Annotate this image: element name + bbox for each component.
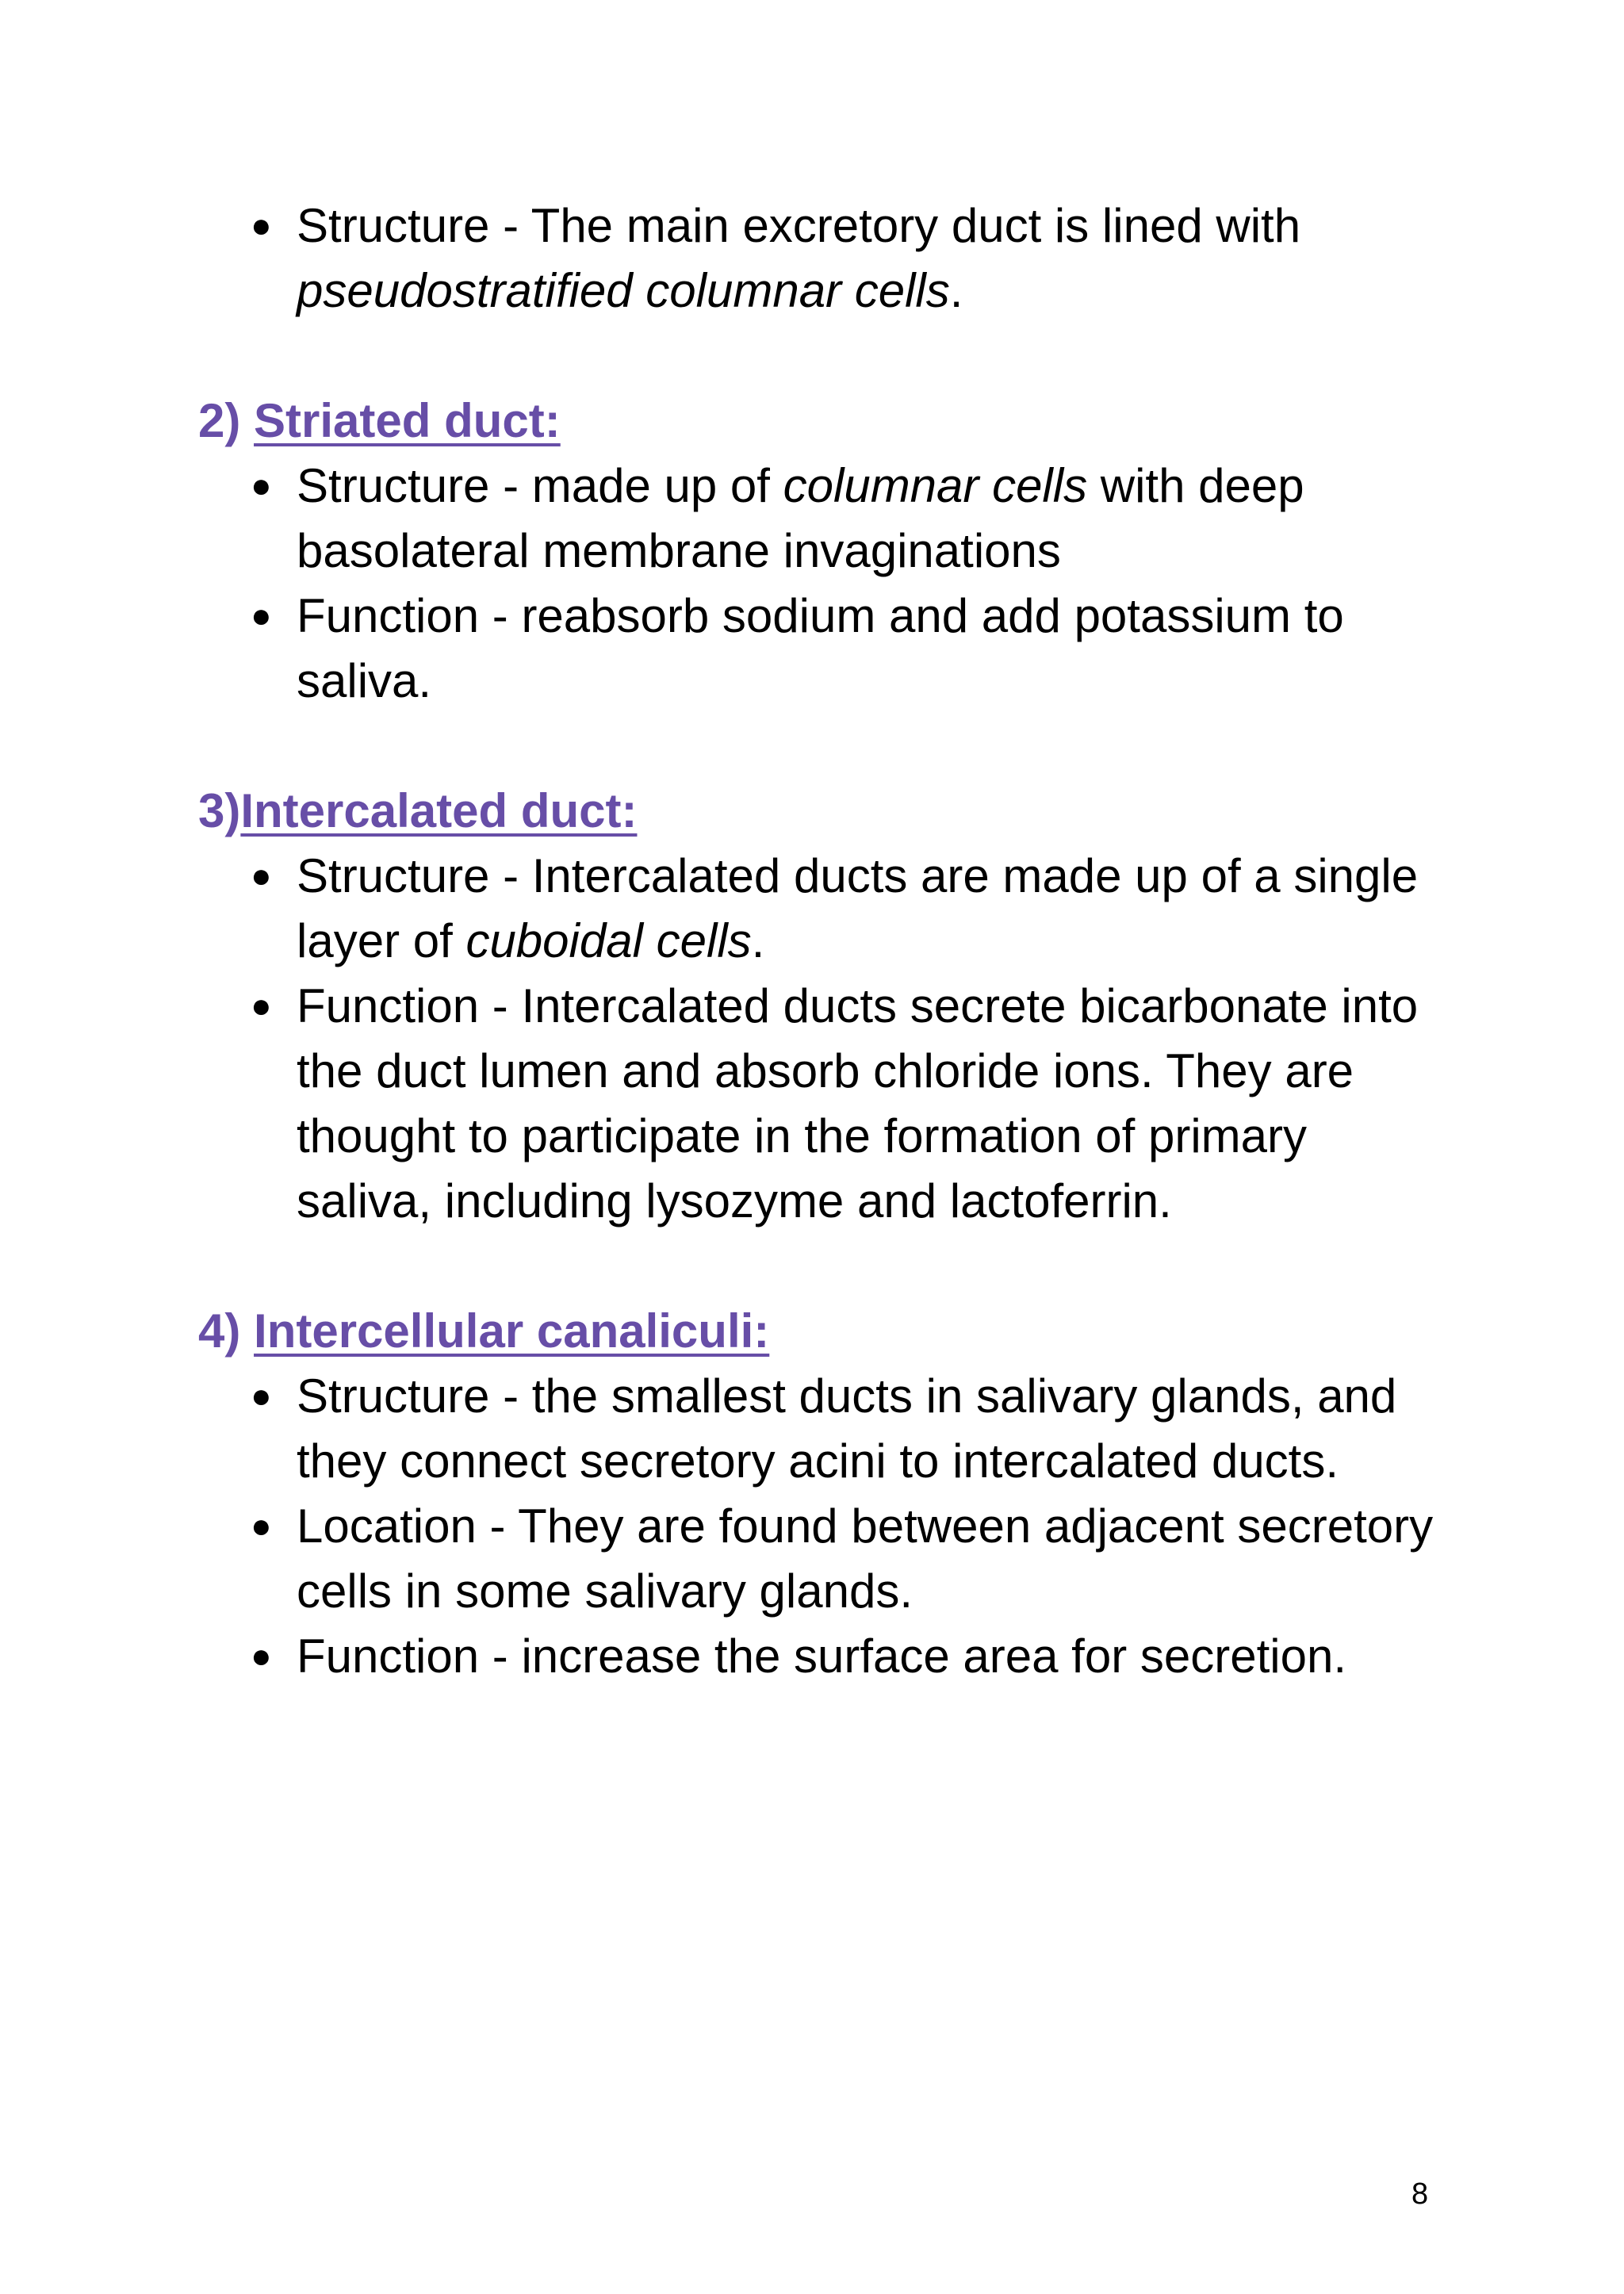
bullet-icon: ●	[251, 1377, 272, 1415]
item-text: Structure - made up of	[297, 459, 783, 512]
item-text: Structure - the smallest ducts in salivary glands, and they connect secretory acini to intercalated ducts.	[297, 1369, 1397, 1488]
list-item	[246, 974, 1435, 1234]
page-content	[198, 193, 1435, 1689]
list-item	[246, 454, 1435, 584]
list-item	[246, 193, 1435, 324]
bullet-icon: ●	[251, 206, 272, 245]
bullet-icon: ●	[251, 856, 272, 895]
item-emphasis: cuboidal cells	[465, 914, 752, 967]
section-list	[246, 1364, 1435, 1689]
bullet-icon: ●	[251, 986, 272, 1025]
item-tail: with deep basolateral membrane invaginations	[297, 459, 1304, 577]
item-text: Location - They are found between adjacent secretory cells in some salivary glands.	[297, 1499, 1434, 1618]
list-item	[246, 1364, 1435, 1494]
item-text: Function - reabsorb sodium and add potassium to saliva.	[297, 589, 1344, 707]
section-intercellular-canaliculi	[198, 1299, 1435, 1689]
intro-list	[246, 193, 1435, 324]
section-title: Intercellular canaliculi:	[254, 1304, 770, 1358]
list-item	[246, 584, 1435, 714]
item-emphasis: pseudostratified columnar cells	[297, 264, 950, 317]
bullet-icon: ●	[251, 1637, 272, 1676]
section-gap	[198, 1234, 1435, 1299]
item-text: Function - Intercalated ducts secrete bicarbonate into the duct lumen and absorb chloride ions. They are thought to participate in the formation of primary saliva, including lysozyme and lactoferrin.	[297, 979, 1419, 1227]
item-text: Function - increase the surface area for secretion.	[297, 1630, 1346, 1683]
item-tail: .	[949, 264, 963, 317]
page-number: 8	[1411, 2177, 1429, 2211]
section-heading	[198, 779, 1435, 844]
section-list	[246, 844, 1435, 1234]
section-gap	[198, 714, 1435, 779]
item-text: Structure - Intercalated ducts are made up of a single layer of	[297, 849, 1419, 967]
bullet-icon: ●	[251, 466, 272, 505]
section-title: Striated duct:	[254, 394, 561, 447]
section-heading	[198, 389, 1435, 454]
list-item	[246, 1624, 1435, 1689]
section-number: 3)	[198, 784, 241, 837]
list-item	[246, 1494, 1435, 1624]
item-tail: .	[751, 914, 765, 967]
section-number: 2)	[198, 394, 255, 447]
item-text: Structure - The main excretory duct is lined with	[297, 199, 1301, 252]
list-item	[246, 844, 1435, 974]
bullet-icon: ●	[251, 596, 272, 635]
section-list	[246, 454, 1435, 714]
item-emphasis: columnar cells	[783, 459, 1088, 512]
section-intercalated-duct	[198, 779, 1435, 1234]
section-heading	[198, 1299, 1435, 1364]
bullet-icon: ●	[251, 1507, 272, 1545]
section-striated-duct	[198, 389, 1435, 714]
section-number: 4)	[198, 1304, 255, 1358]
section-gap	[198, 324, 1435, 389]
section-title: Intercalated duct:	[240, 784, 638, 837]
